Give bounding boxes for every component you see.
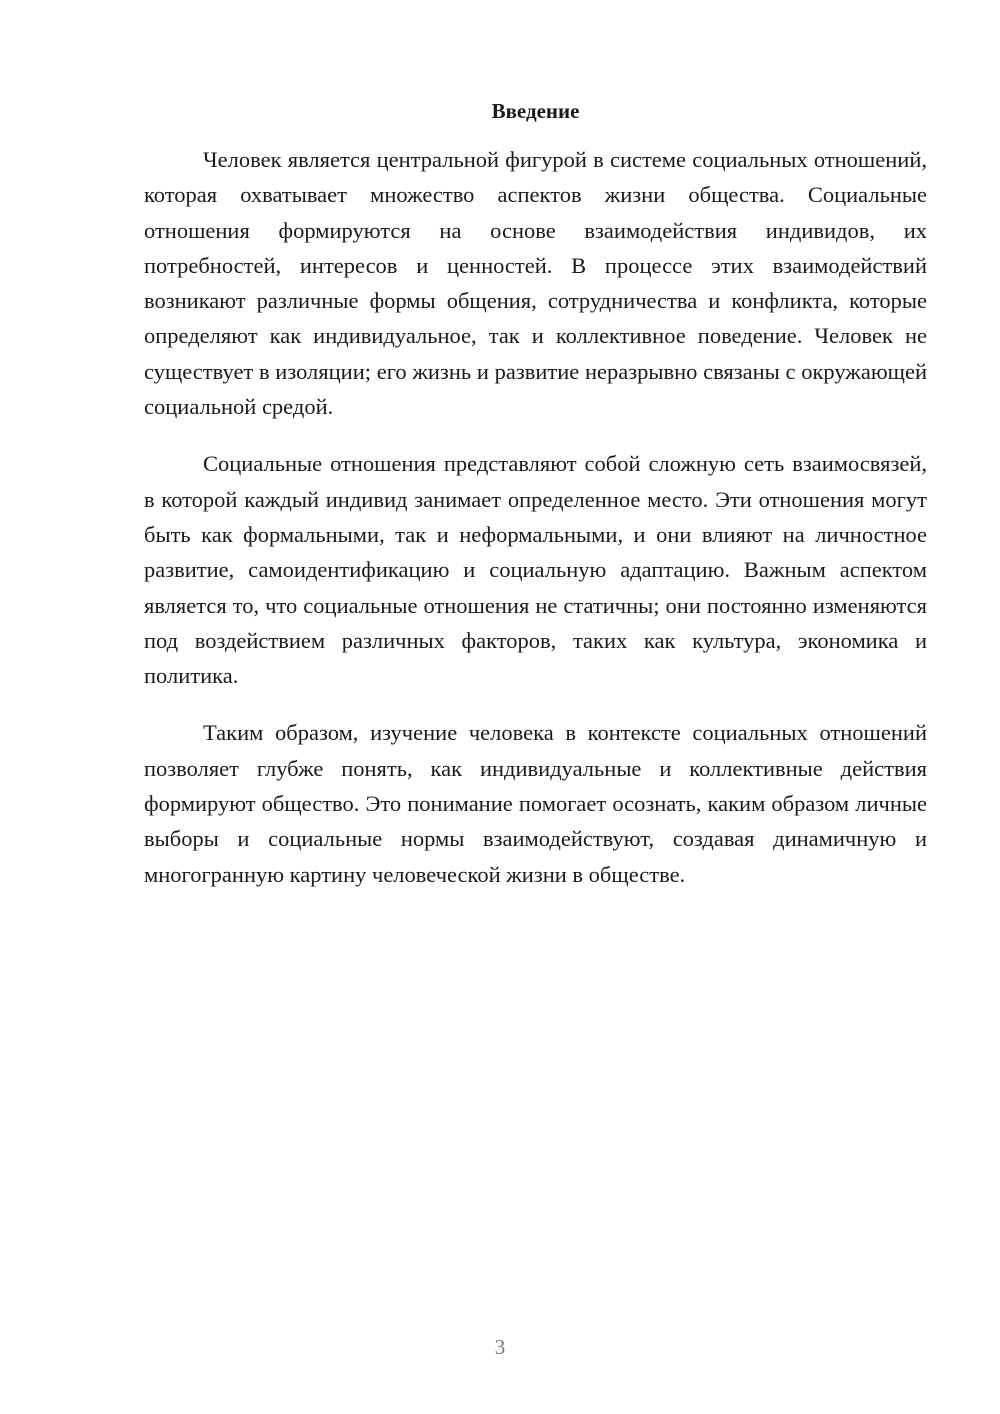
paragraph-2: Социальные отношения представляют собой сложную сеть взаимосвязей, в которой каждый индивид занимает определенное место. Эти отношения могут быть как формальными, так и неформальными, и они влияют на личностное развитие, самоидентификацию и социальную адаптацию. Важным аспектом является то, что социальные отношения не статичны; они постоянно изменяются под воздействием различных факторов, таких как культура, экономика и политика. bbox=[144, 451, 927, 689]
paragraph-3: Таким образом, изучение человека в контексте социальных отношений позволяет глубже понять, как индивидуальные и коллективные действия формируют общество. Это понимание помогает осознать, каким образом личные выборы и социальные нормы взаимодействуют, создавая динамичную и многогранную картину человеческой жизни в обществе. bbox=[144, 720, 927, 887]
section-heading: Введение bbox=[491, 99, 580, 123]
body-text bbox=[144, 142, 927, 914]
paragraph-1: Человек является центральной фигурой в системе социальных отношений, которая охватывает множество аспектов жизни общества. Социальные отношения формируются на основе взаимодействия индивидов, их потребностей, интересов и ценностей. В процессе этих взаимодействий возникают различные формы общения, сотрудничества и конфликта, которые определяют как индивидуальное, так и коллективное поведение. Человек не существует в изоляции; его жизнь и развитие неразрывно связаны с окружающей социальной средой. bbox=[144, 147, 927, 420]
page-number: 3 bbox=[494, 1335, 506, 1359]
